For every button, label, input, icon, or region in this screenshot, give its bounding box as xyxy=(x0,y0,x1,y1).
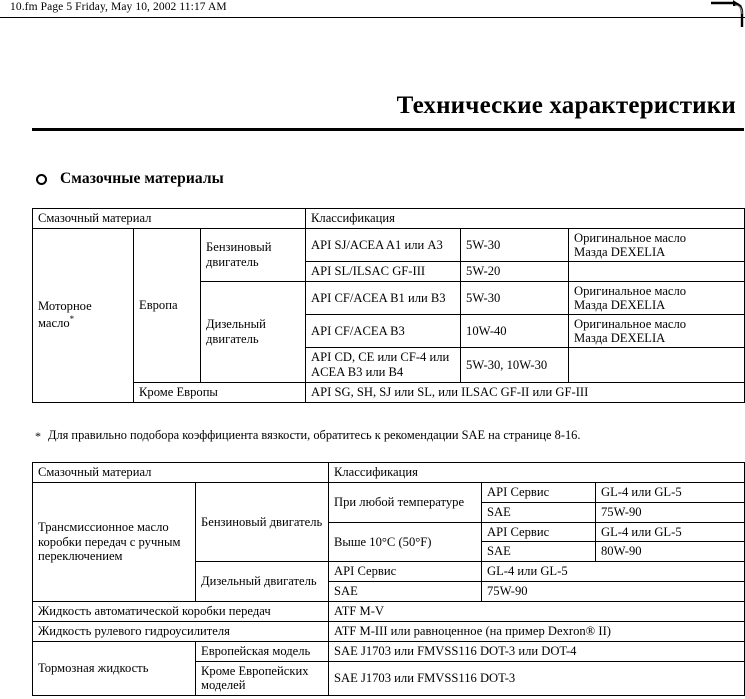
brake-euro-model-cell: Европейская модель xyxy=(196,641,329,661)
viscosity-cell: 10W-40 xyxy=(461,315,569,348)
engine-petrol-cell: Бензиновый двигатель xyxy=(201,228,306,281)
spec-cell: API CD, CE или CF-4 или ACEA B3 или B4 xyxy=(306,348,461,383)
table-row xyxy=(33,383,745,403)
grade-gl-cell: GL-4 или GL-5 xyxy=(596,522,745,542)
footnote-marker-symbol: * xyxy=(35,429,41,443)
sae-cell: SAE xyxy=(329,582,482,602)
grade-gl-cell: GL-4 или GL-5 xyxy=(482,562,745,582)
table-row xyxy=(33,228,745,261)
header-material: Смазочный материал xyxy=(33,209,306,229)
oil-brand-cell xyxy=(569,281,745,314)
title-underline-rule xyxy=(32,128,744,131)
brake-euro-value-cell: SAE J1703 или FMVSS116 DOT-3 или DOT-4 xyxy=(329,641,745,661)
circle-bullet-icon xyxy=(36,174,47,185)
engine-diesel-cell: Дизельный двигатель xyxy=(196,562,329,602)
psf-value-cell: ATF M-III или равноценное (на пример Dexron® II) xyxy=(329,621,745,641)
oil-brand-cell xyxy=(569,228,745,261)
oil-brand-cell-empty xyxy=(569,348,745,383)
header-classification: Классификация xyxy=(306,209,745,229)
material-group-cell xyxy=(33,228,134,402)
oil-brand-cell xyxy=(569,315,745,348)
atf-value-cell: ATF M-V xyxy=(329,602,745,622)
psf-label-cell: Жидкость рулевого гидроусилителя xyxy=(33,621,329,641)
table-row xyxy=(33,482,745,502)
sae-cell: SAE xyxy=(482,542,596,562)
section-heading-label: Смазочные материалы xyxy=(60,170,224,187)
page-header-rule xyxy=(0,17,745,18)
oil-brand-line2: Мазда DEXELIA xyxy=(574,244,666,259)
footnote-text: Для правильно подобора коэффициента вязкости, обратитесь к рекомендации SAE на странице 8-16. xyxy=(48,428,581,442)
temp-any-cell: При любой температуре xyxy=(329,482,482,522)
section-heading xyxy=(36,170,224,188)
viscosity-cell: 5W-30 xyxy=(461,281,569,314)
region-europe-cell: Европа xyxy=(134,228,201,382)
viscosity-cell: 5W-30 xyxy=(461,228,569,261)
atf-label-cell: Жидкость автоматической коробки передач xyxy=(33,602,329,622)
oil-brand-line2: Мазда DEXELIA xyxy=(574,298,666,312)
api-service-cell: API Сервис xyxy=(482,522,596,542)
spec-cell: API CF/ACEA B3 xyxy=(306,315,461,348)
grade-gl-cell: GL-4 или GL-5 xyxy=(596,482,745,502)
table-row xyxy=(33,602,745,622)
fluids-table xyxy=(32,462,745,696)
chapter-title: Технические характеристики xyxy=(396,92,736,119)
page-curl-icon xyxy=(711,0,745,28)
grade-75w90-cell: 75W-90 xyxy=(596,502,745,522)
brake-noneuro-model-cell: Кроме Европейских моделей xyxy=(196,661,329,696)
api-service-cell: API Сервис xyxy=(482,482,596,502)
oil-brand-cell-empty xyxy=(569,262,745,282)
spec-cell: API SJ/ACEA A1 или A3 xyxy=(306,228,461,261)
grade-80w90-cell: 80W-90 xyxy=(596,542,745,562)
material-group-label: Моторное масло xyxy=(38,299,92,331)
header-material: Смазочный материал xyxy=(33,463,329,483)
spec-cell: API CF/ACEA B1 или B3 xyxy=(306,281,461,314)
header-classification: Классификация xyxy=(329,463,745,483)
region-non-europe-cell: Кроме Европы xyxy=(134,383,306,403)
page-header-text: 10.fm Page 5 Friday, May 10, 2002 11:17 AM xyxy=(10,1,227,13)
grade-75w90-cell: 75W-90 xyxy=(482,582,745,602)
oil-brand-line2: Мазда DEXELIA xyxy=(574,331,666,346)
viscosity-cell: 5W-20 xyxy=(461,262,569,282)
brake-noneuro-value-cell: SAE J1703 или FMVSS116 DOT-3 xyxy=(329,661,745,696)
table-header-row xyxy=(33,463,745,483)
oil-brand-line1: Оригинальное масло xyxy=(574,317,687,332)
viscosity-cell: 5W-30, 10W-30 xyxy=(461,348,569,383)
table-row xyxy=(33,641,745,661)
oil-brand-line1: Оригинальное масло xyxy=(574,230,687,245)
footnote-marker: * xyxy=(69,314,75,325)
lubricants-table xyxy=(32,208,745,403)
sae-cell: SAE xyxy=(482,502,596,522)
temp-above-cell: Выше 10°C (50°F) xyxy=(329,522,482,562)
engine-diesel-cell: Дизельный двигатель xyxy=(201,281,306,382)
footnote xyxy=(35,428,745,443)
table-row xyxy=(33,621,745,641)
manual-transmission-cell: Трансмиссионное масло коробки передач с ручным переключением xyxy=(33,482,196,601)
engine-petrol-cell: Бензиновый двигатель xyxy=(196,482,329,561)
oil-brand-line1: Оригинальное масло xyxy=(574,283,687,298)
table-header-row xyxy=(33,209,745,229)
brake-label-cell: Тормозная жидкость xyxy=(33,641,196,696)
non-europe-spec-cell: API SG, SH, SJ или SL, или ILSAC GF-II или GF-III xyxy=(306,383,745,403)
api-service-cell: API Сервис xyxy=(329,562,482,582)
spec-cell: API SL/ILSAC GF-III xyxy=(306,262,461,282)
